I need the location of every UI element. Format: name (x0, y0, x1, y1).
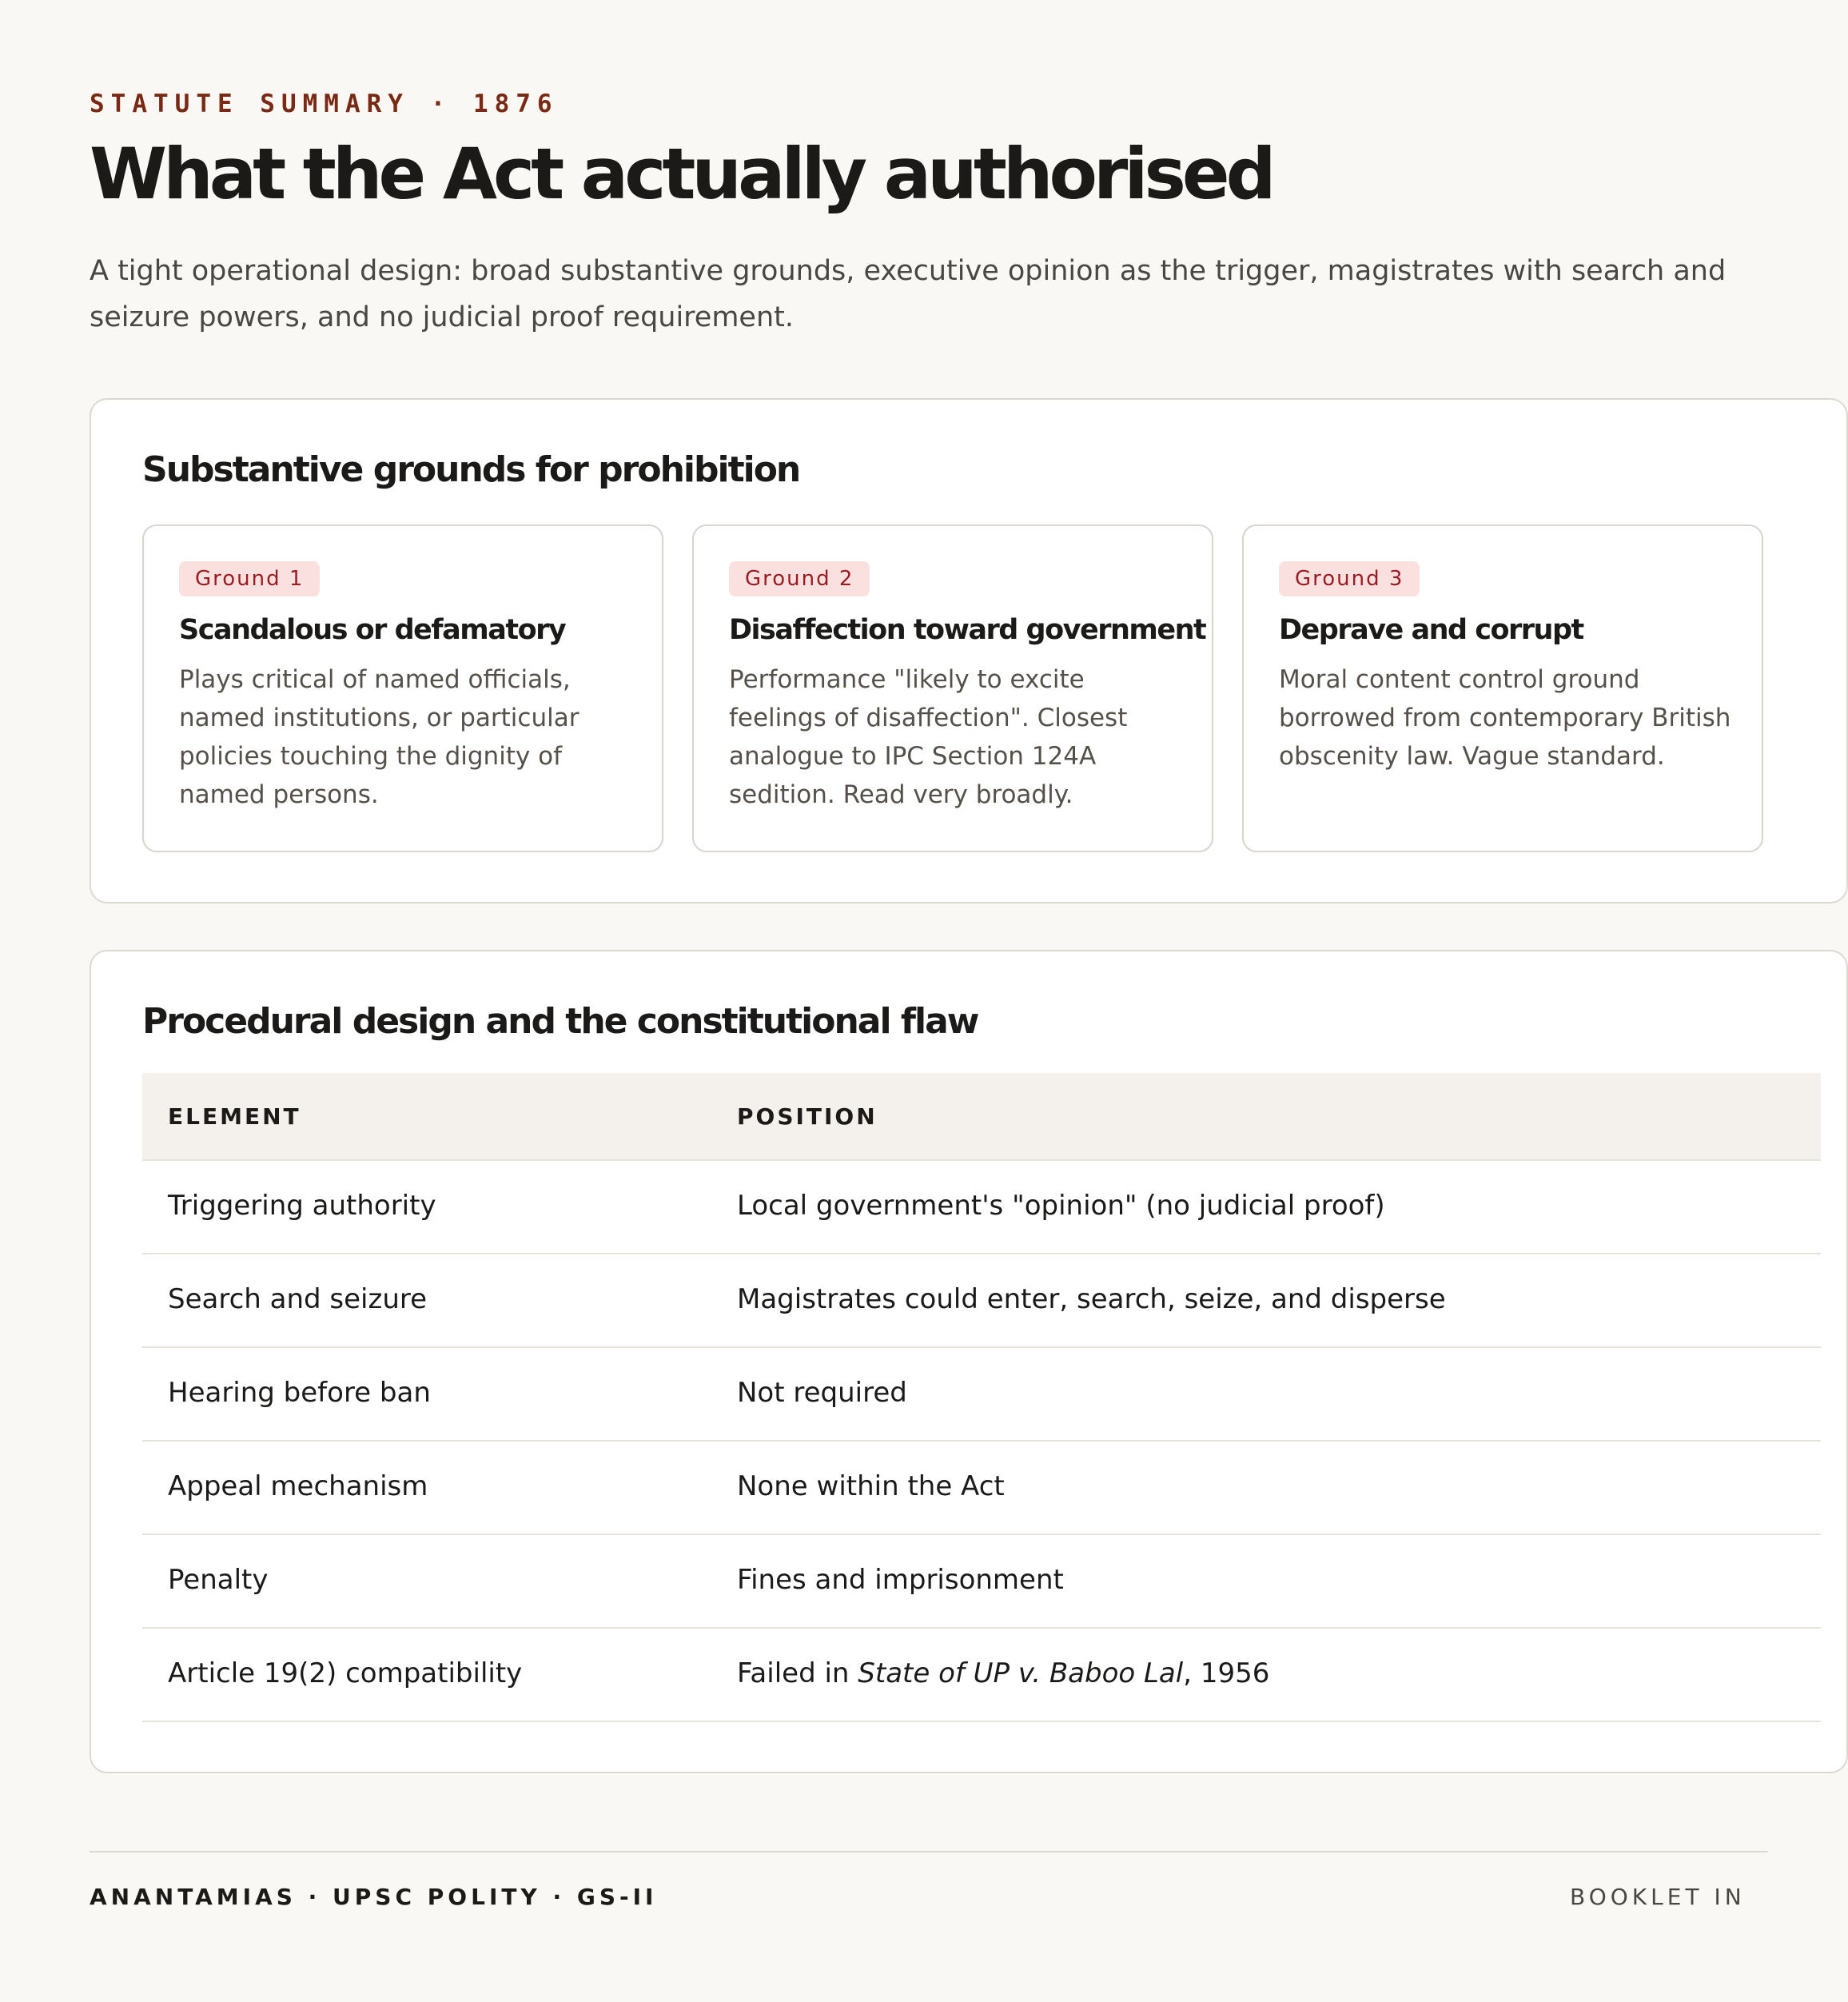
ground-text: Moral content control ground borrowed from contemporary British obscenity law. Vague standard. (1279, 665, 1731, 771)
cell-position: Magistrates could enter, search, seize, and disperse (737, 1283, 1446, 1315)
case-name: State of UP v. Baboo Lal (858, 1657, 1184, 1689)
grounds-card (90, 398, 1848, 903)
kicker: STATUTE SUMMARY · 1876 (90, 90, 559, 118)
footer-booklet-label: BOOKLET IN (1570, 1884, 1746, 1910)
cell-element: Triggering authority (168, 1190, 436, 1222)
cell-position (737, 1657, 1269, 1689)
position-suffix: , 1956 (1183, 1657, 1270, 1689)
table-row (142, 1161, 1821, 1254)
cell-element: Article 19(2) compatibility (168, 1657, 523, 1689)
ground-text: Plays critical of named officials, named institutions, or particular policies touching the dignity of named persons. (179, 665, 579, 809)
cell-element: Appeal mechanism (168, 1470, 428, 1502)
column-header-position: POSITION (737, 1103, 878, 1130)
cell-position: Not required (737, 1377, 907, 1409)
cell-position: None within the Act (737, 1470, 1005, 1502)
table-row (142, 1629, 1821, 1722)
ground-title: Disaffection toward government (729, 614, 1206, 646)
cell-position: Fines and imprisonment (737, 1564, 1064, 1596)
ground-card-1 (142, 524, 663, 852)
table-row (142, 1254, 1821, 1348)
table-row (142, 1535, 1821, 1629)
cell-position: Local government's "opinion" (no judicial proof) (737, 1190, 1385, 1222)
grounds-title: Substantive grounds for prohibition (142, 449, 800, 490)
lede: A tight operational design: broad substantive grounds, executive opinion as the trigger, magistrates with search and seizure powers, and no judicial proof requirement. (90, 255, 1727, 333)
footer-divider (90, 1851, 1768, 1852)
ground-title: Scandalous or defamatory (179, 614, 566, 646)
ground-title: Deprave and corrupt (1279, 614, 1583, 646)
footer-brand: ANANTAMIAS · UPSC POLITY · GS-II (90, 1884, 658, 1910)
column-header-element: ELEMENT (168, 1103, 301, 1130)
table-row (142, 1442, 1821, 1535)
cell-element: Search and seizure (168, 1283, 428, 1315)
table-row (142, 1348, 1821, 1442)
procedure-title: Procedural design and the constitutional flaw (142, 1001, 978, 1042)
ground-badge: Ground 3 (1279, 561, 1420, 596)
procedure-card (90, 950, 1848, 1773)
position-prefix: Failed in (737, 1657, 858, 1689)
table-header (142, 1073, 1821, 1161)
page-title: What the Act actually authorised (90, 133, 1272, 215)
ground-card-2 (692, 524, 1213, 852)
ground-badge: Ground 1 (179, 561, 320, 596)
ground-card-3 (1242, 524, 1763, 852)
cell-element: Hearing before ban (168, 1377, 431, 1409)
cell-element: Penalty (168, 1564, 269, 1596)
ground-text: Performance "likely to excite feelings of disaffection". Closest analogue to IPC Section 124A sedition. Read very broadly. (729, 665, 1128, 809)
ground-badge: Ground 2 (729, 561, 870, 596)
